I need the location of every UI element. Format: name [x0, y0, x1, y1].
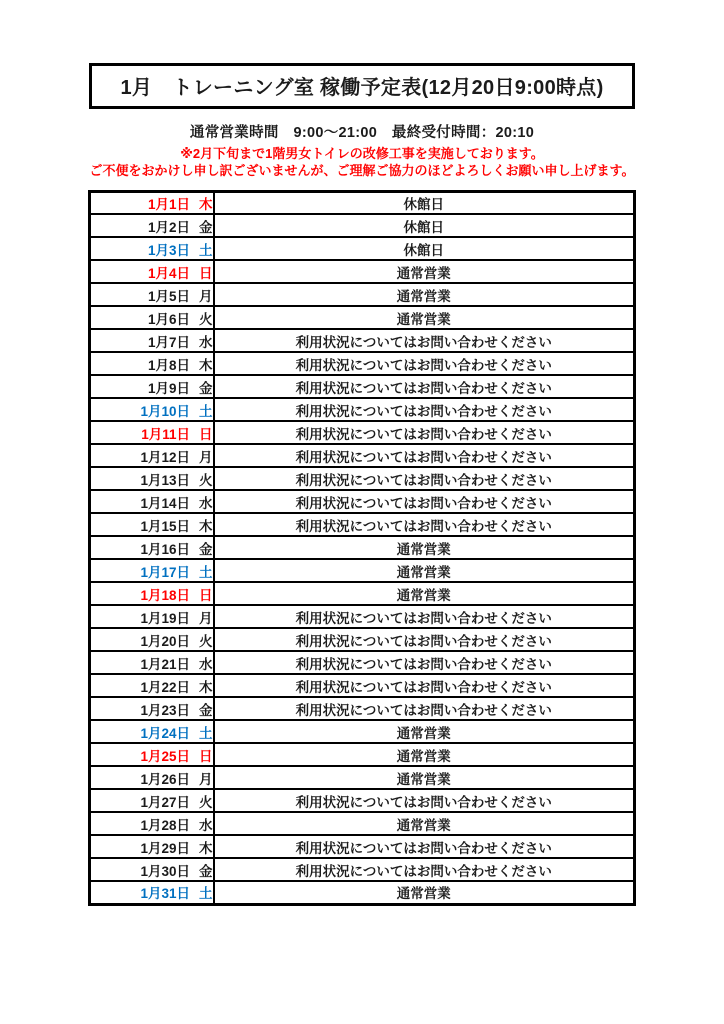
weekday-label: 金 — [199, 863, 213, 879]
weekday-label: 金 — [199, 702, 213, 718]
table-row — [90, 628, 635, 651]
date-cell — [90, 812, 214, 835]
status-cell: 利用状況についてはお問い合わせください — [214, 605, 635, 628]
date-cell — [90, 260, 214, 283]
business-hours: 通常営業時間 9:00～21:00 最終受付時間：20:10 — [189, 125, 535, 141]
date-cell — [90, 444, 214, 467]
date-label: 1月26日 — [140, 771, 190, 787]
date-label: 1月31日 — [140, 886, 190, 902]
weekday-label: 水 — [199, 817, 213, 833]
status-cell: 利用状況についてはお問い合わせください — [214, 421, 635, 444]
date-label: 1月14日 — [140, 495, 190, 511]
status-cell: 利用状況についてはお問い合わせください — [214, 375, 635, 398]
table-row — [90, 674, 635, 697]
status-cell: 利用状況についてはお問い合わせください — [214, 513, 635, 536]
status-cell: 利用状況についてはお問い合わせください — [214, 628, 635, 651]
weekday-label: 土 — [199, 886, 213, 902]
weekday-label: 土 — [199, 242, 213, 258]
date-label: 1月4日 — [147, 265, 190, 281]
date-cell — [90, 398, 214, 421]
weekday-label: 木 — [199, 196, 213, 212]
status-cell: 休館日 — [214, 214, 635, 237]
date-cell — [90, 467, 214, 490]
date-cell — [90, 191, 214, 214]
weekday-label: 月 — [199, 610, 213, 626]
status-cell: 利用状況についてはお問い合わせください — [214, 697, 635, 720]
date-label: 1月20日 — [140, 633, 190, 649]
date-cell — [90, 881, 214, 904]
weekday-label: 木 — [199, 840, 213, 856]
status-cell: 通常営業 — [214, 881, 635, 904]
date-cell — [90, 858, 214, 881]
table-row — [90, 513, 635, 536]
weekday-label: 土 — [199, 725, 213, 741]
date-cell — [90, 605, 214, 628]
date-label: 1月5日 — [147, 288, 190, 304]
date-cell — [90, 513, 214, 536]
table-row — [90, 375, 635, 398]
date-cell — [90, 421, 214, 444]
date-cell — [90, 835, 214, 858]
status-cell: 利用状況についてはお問い合わせください — [214, 651, 635, 674]
date-cell — [90, 628, 214, 651]
status-cell: 通常営業 — [214, 306, 635, 329]
date-cell — [90, 214, 214, 237]
table-row — [90, 743, 635, 766]
table-row — [90, 559, 635, 582]
status-cell: 通常営業 — [214, 283, 635, 306]
status-cell: 利用状況についてはお問い合わせください — [214, 329, 635, 352]
date-label: 1月2日 — [147, 219, 190, 235]
date-label: 1月15日 — [140, 518, 190, 534]
table-row — [90, 444, 635, 467]
date-label: 1月22日 — [140, 679, 190, 695]
weekday-label: 木 — [199, 357, 213, 373]
date-cell — [90, 674, 214, 697]
weekday-label: 日 — [199, 748, 213, 764]
status-cell: 通常営業 — [214, 720, 635, 743]
status-cell: 利用状況についてはお問い合わせください — [214, 674, 635, 697]
status-cell: 利用状況についてはお問い合わせください — [214, 789, 635, 812]
date-label: 1月7日 — [147, 334, 190, 350]
notice-line-1: ※2月下旬まで1階男女トイレの改修工事を実施しております。 — [180, 146, 544, 161]
date-cell — [90, 306, 214, 329]
weekday-label: 火 — [199, 472, 213, 488]
table-row — [90, 720, 635, 743]
status-cell: 通常営業 — [214, 743, 635, 766]
status-cell: 休館日 — [214, 237, 635, 260]
table-row — [90, 651, 635, 674]
weekday-label: 月 — [199, 771, 213, 787]
date-cell — [90, 329, 214, 352]
date-label: 1月8日 — [147, 357, 190, 373]
table-row — [90, 605, 635, 628]
table-row — [90, 191, 635, 214]
weekday-label: 日 — [199, 587, 213, 603]
notice-line-2: ご不便をおかけし申し訳ございませんが、ご理解ご協力のほどよろしくお願い申し上げます。 — [89, 163, 635, 179]
weekday-label: 日 — [199, 265, 213, 281]
status-cell: 通常営業 — [214, 559, 635, 582]
table-row — [90, 789, 635, 812]
schedule-table-body — [90, 191, 635, 904]
table-row — [90, 260, 635, 283]
status-cell: 通常営業 — [214, 812, 635, 835]
weekday-label: 金 — [199, 380, 213, 396]
date-cell — [90, 375, 214, 398]
date-cell — [90, 651, 214, 674]
date-label: 1月28日 — [140, 817, 190, 833]
date-label: 1月19日 — [140, 610, 190, 626]
date-cell — [90, 789, 214, 812]
date-label: 1月27日 — [140, 794, 190, 810]
weekday-label: 火 — [199, 633, 213, 649]
weekday-label: 金 — [199, 219, 213, 235]
status-cell: 通常営業 — [214, 582, 635, 605]
table-row — [90, 881, 635, 904]
date-label: 1月17日 — [140, 564, 190, 580]
date-label: 1月10日 — [140, 403, 190, 419]
table-row — [90, 237, 635, 260]
status-cell: 通常営業 — [214, 766, 635, 789]
table-row — [90, 352, 635, 375]
status-cell: 利用状況についてはお問い合わせください — [214, 444, 635, 467]
date-label: 1月29日 — [140, 840, 190, 856]
date-cell — [90, 743, 214, 766]
date-cell — [90, 582, 214, 605]
date-cell — [90, 283, 214, 306]
date-cell — [90, 237, 214, 260]
date-cell — [90, 559, 214, 582]
date-cell — [90, 490, 214, 513]
table-row — [90, 812, 635, 835]
table-row — [90, 398, 635, 421]
date-label: 1月24日 — [140, 725, 190, 741]
date-cell — [90, 352, 214, 375]
status-cell: 利用状況についてはお問い合わせください — [214, 858, 635, 881]
date-label: 1月30日 — [140, 863, 190, 879]
table-row — [90, 697, 635, 720]
weekday-label: 水 — [199, 495, 213, 511]
status-cell: 利用状況についてはお問い合わせください — [214, 467, 635, 490]
date-cell — [90, 720, 214, 743]
date-label: 1月6日 — [147, 311, 190, 327]
weekday-label: 水 — [199, 656, 213, 672]
renovation-notice — [0, 145, 724, 180]
weekday-label: 日 — [199, 426, 213, 442]
status-cell: 利用状況についてはお問い合わせください — [214, 398, 635, 421]
weekday-label: 月 — [199, 288, 213, 304]
date-label: 1月3日 — [147, 242, 190, 258]
date-label: 1月12日 — [140, 449, 190, 465]
weekday-label: 木 — [199, 679, 213, 695]
date-label: 1月16日 — [140, 541, 190, 557]
status-cell: 休館日 — [214, 191, 635, 214]
table-row — [90, 421, 635, 444]
table-row — [90, 835, 635, 858]
date-cell — [90, 697, 214, 720]
date-label: 1月9日 — [147, 380, 190, 396]
date-label: 1月11日 — [141, 426, 190, 442]
weekday-label: 火 — [199, 794, 213, 810]
table-row — [90, 858, 635, 881]
weekday-label: 火 — [199, 311, 213, 327]
date-label: 1月25日 — [140, 748, 190, 764]
date-label: 1月18日 — [140, 587, 190, 603]
weekday-label: 水 — [199, 334, 213, 350]
table-row — [90, 306, 635, 329]
date-cell — [90, 536, 214, 559]
table-row — [90, 329, 635, 352]
table-row — [90, 536, 635, 559]
status-cell: 通常営業 — [214, 536, 635, 559]
status-cell: 利用状況についてはお問い合わせください — [214, 490, 635, 513]
table-row — [90, 582, 635, 605]
table-row — [90, 283, 635, 306]
title-box — [89, 63, 635, 109]
table-row — [90, 490, 635, 513]
date-label: 1月13日 — [140, 472, 190, 488]
status-cell: 利用状況についてはお問い合わせください — [214, 835, 635, 858]
date-label: 1月23日 — [140, 702, 190, 718]
page-title: 1月 トレーニング室 稼働予定表(12月20日9:00時点) — [120, 77, 604, 99]
date-label: 1月21日 — [140, 656, 190, 672]
weekday-label: 土 — [199, 564, 213, 580]
table-row — [90, 467, 635, 490]
date-label: 1月1日 — [147, 196, 190, 212]
status-cell: 通常営業 — [214, 260, 635, 283]
weekday-label: 月 — [199, 449, 213, 465]
status-cell: 利用状況についてはお問い合わせください — [214, 352, 635, 375]
date-cell — [90, 766, 214, 789]
table-row — [90, 214, 635, 237]
weekday-label: 金 — [199, 541, 213, 557]
weekday-label: 土 — [199, 403, 213, 419]
schedule-table — [88, 190, 636, 906]
table-row — [90, 766, 635, 789]
weekday-label: 木 — [199, 518, 213, 534]
